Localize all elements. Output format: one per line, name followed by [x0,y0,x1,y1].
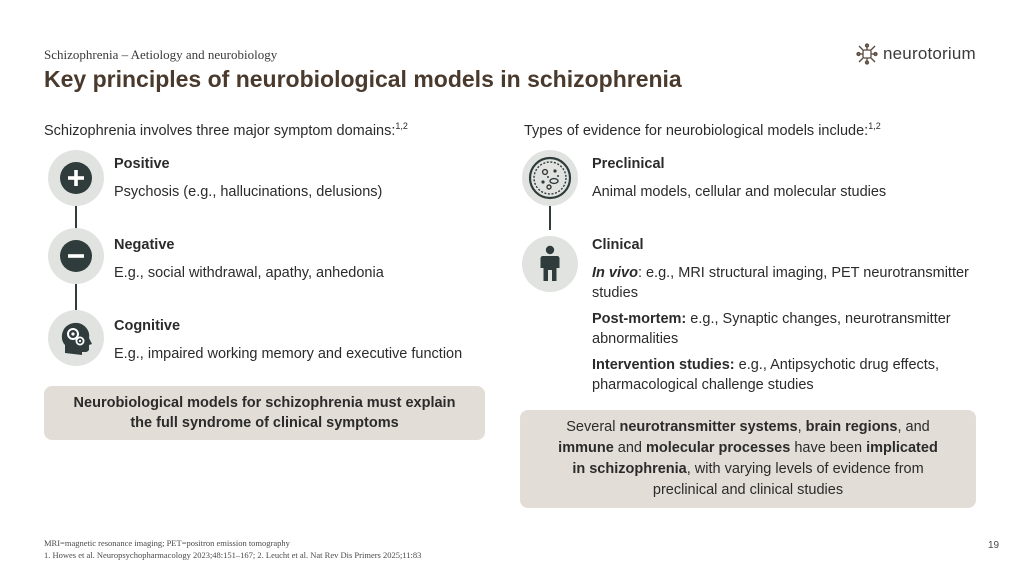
page-number: 19 [988,540,1000,551]
positive-icon-circle [48,150,104,206]
domain-description: E.g., impaired working memory and executive function [114,346,463,362]
slide-subtitle: Schizophrenia – Aetiology and neurobiology [44,47,278,62]
domain-cognitive [114,316,484,364]
references: 1. Howes et al. Neuropsychopharmacology 2023;48:151–167; 2. Leucht et al. Nat Rev Dis Primers 2025;11:83 [44,550,422,560]
plus-icon [59,161,93,195]
left-connector-2 [75,284,77,310]
domain-heading: Negative [114,237,175,253]
domain-positive [114,154,484,202]
evidence-preclinical [592,154,972,202]
footnotes [44,537,421,561]
entry-label: In vivo [592,265,638,281]
right-callout [520,410,976,508]
callout-bold: implicated in schizophrenia [572,440,938,477]
left-callout-text: Neurobiological models for schizophrenia must explain the full syndrome of clinical symptoms [73,395,456,431]
entry-label: Intervention studies: [592,357,735,373]
clinical-entry-intervention [592,355,972,395]
entry-label: Post-mortem: [592,311,687,327]
entry-text: : e.g., MRI structural imaging, PET neurotransmitter studies [592,265,969,301]
callout-text: have been [790,440,867,456]
brain-gears-head-icon [57,319,95,357]
left-callout [44,386,485,440]
callout-text: , with varying levels of evidence from preclinical and clinical studies [652,461,924,498]
callout-bold: neurotransmitter systems [619,419,798,435]
evidence-clinical [592,235,972,395]
clinical-icon-circle [522,236,578,292]
right-intro-ref: 1,2 [868,121,881,131]
callout-text: and [613,440,647,456]
minus-icon [59,239,93,273]
evidence-heading: Preclinical [592,156,665,172]
logo-text: neurotorium [883,44,976,63]
evidence-heading: Clinical [592,237,644,253]
left-intro-ref: 1,2 [395,121,408,131]
left-connector-1 [75,204,77,230]
evidence-description: Animal models, cellular and molecular studies [592,184,887,200]
slide-title: Key principles of neurobiological models in schizophrenia [44,66,682,92]
callout-bold: molecular processes [646,440,791,456]
petri-dish-icon [528,156,572,200]
neurotorium-logo [856,43,976,65]
domain-heading: Positive [114,156,170,172]
domain-description: Psychosis (e.g., hallucinations, delusions) [114,184,383,200]
clinical-entry-post-mortem [592,309,972,349]
negative-icon-circle [48,228,104,284]
abbreviations: MRI=magnetic resonance imaging; PET=positron emission tomography [44,538,290,548]
callout-bold: immune [558,440,614,456]
entry-text: e.g., Synaptic changes, neurotransmitter abnormalities [592,311,951,347]
callout-bold: brain regions [805,419,898,435]
entry-text: e.g., Antipsychotic drug effects, pharmacological challenge studies [592,357,940,393]
right-callout-text [520,417,976,501]
domain-description: E.g., social withdrawal, apathy, anhedonia [114,265,384,281]
left-intro-text: Schizophrenia involves three major symptom domains: [44,122,396,139]
callout-text: Several [566,419,620,435]
neuron-logo-icon [856,43,878,65]
right-intro [524,121,881,139]
left-intro [44,121,408,139]
domain-negative [114,235,484,283]
person-icon [535,245,565,283]
domain-heading: Cognitive [114,318,181,334]
right-intro-text: Types of evidence for neurobiological models include: [524,122,869,139]
right-connector [549,204,551,230]
cognitive-icon-circle [48,310,104,366]
callout-text: , and [897,419,930,435]
callout-text: , [797,419,806,435]
preclinical-icon-circle [522,150,578,206]
clinical-entry-in-vivo [592,263,972,303]
